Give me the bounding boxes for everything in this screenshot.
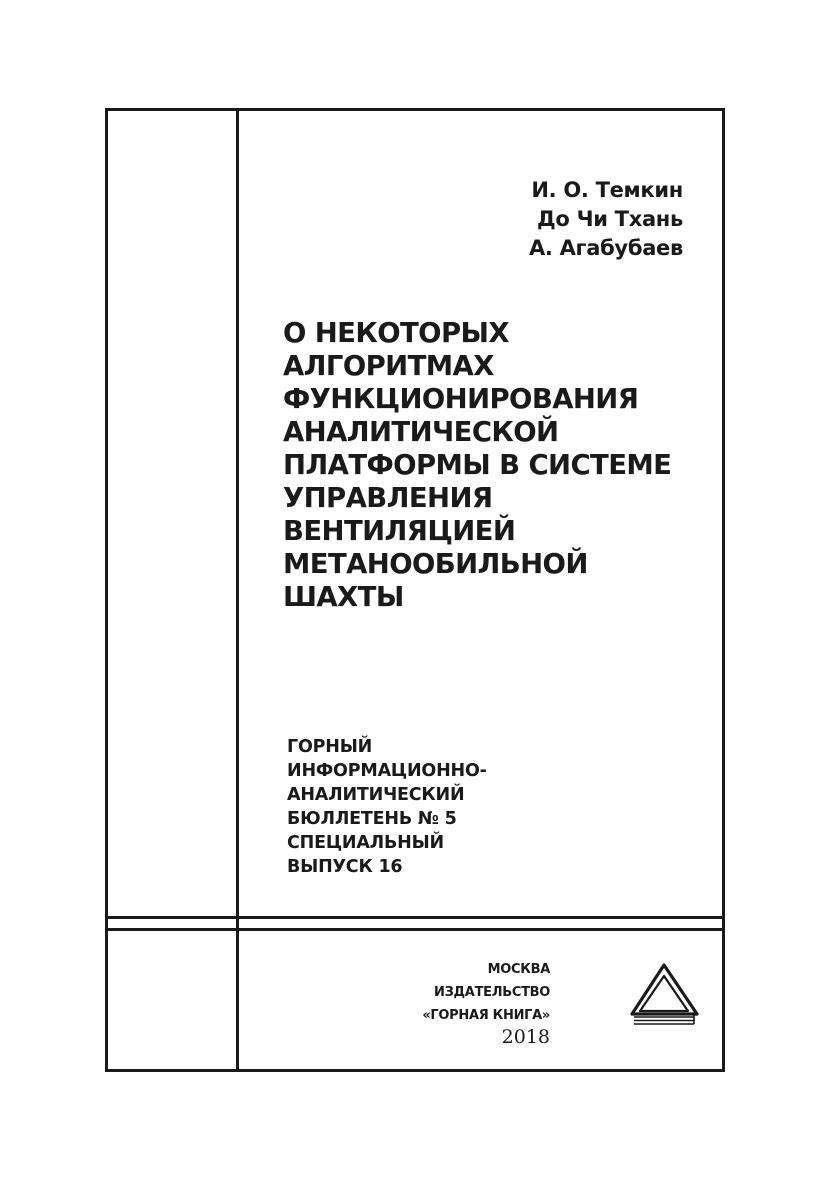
series-line: СПЕЦИАЛЬНЫЙ bbox=[287, 833, 444, 853]
imprint-publisher-label: ИЗДАТЕЛЬСТВО bbox=[434, 985, 550, 1000]
author-name: До Чи Тхань bbox=[537, 207, 683, 231]
book-title bbox=[283, 317, 703, 614]
author-name: И. О. Темкин bbox=[531, 178, 683, 202]
author-name: А. Агабубаев bbox=[528, 236, 683, 260]
title-line: АНАЛИТИЧЕСКОЙ bbox=[283, 416, 559, 448]
publisher-triangle-logo-icon bbox=[630, 962, 702, 1028]
imprint-city: МОСКВА bbox=[487, 962, 550, 977]
imprint-block bbox=[410, 958, 550, 1027]
authors-block bbox=[529, 176, 683, 263]
imprint-publisher-name: «ГОРНАЯ КНИГА» bbox=[422, 1008, 550, 1023]
series-line: БЮЛЛЕТЕНЬ № 5 bbox=[287, 809, 457, 829]
series-line: ГОРНЫЙ bbox=[287, 737, 373, 757]
series-line: АНАЛИТИЧЕСКИЙ bbox=[287, 785, 465, 805]
title-line: ВЕНТИЛЯЦИЕЙ bbox=[283, 515, 516, 547]
title-line: О НЕКОТОРЫХ bbox=[283, 317, 509, 349]
title-line: ФУНКЦИОНИРОВАНИЯ bbox=[283, 383, 639, 415]
title-line: ШАХТЫ bbox=[283, 581, 404, 613]
series-line: ВЫПУСК 16 bbox=[287, 857, 403, 877]
title-line: УПРАВЛЕНИЯ bbox=[283, 482, 493, 514]
horizontal-rule-bottom bbox=[105, 928, 725, 931]
title-line: МЕТАНООБИЛЬНОЙ bbox=[283, 548, 588, 580]
imprint-year: 2018 bbox=[501, 1026, 550, 1048]
title-line: ПЛАТФОРМЫ В СИСТЕМЕ bbox=[283, 449, 672, 481]
series-block bbox=[287, 735, 587, 879]
series-line: ИНФОРМАЦИОННО- bbox=[287, 761, 487, 781]
horizontal-rule-top bbox=[105, 916, 725, 919]
title-line: АЛГОРИТМАХ bbox=[283, 350, 494, 382]
